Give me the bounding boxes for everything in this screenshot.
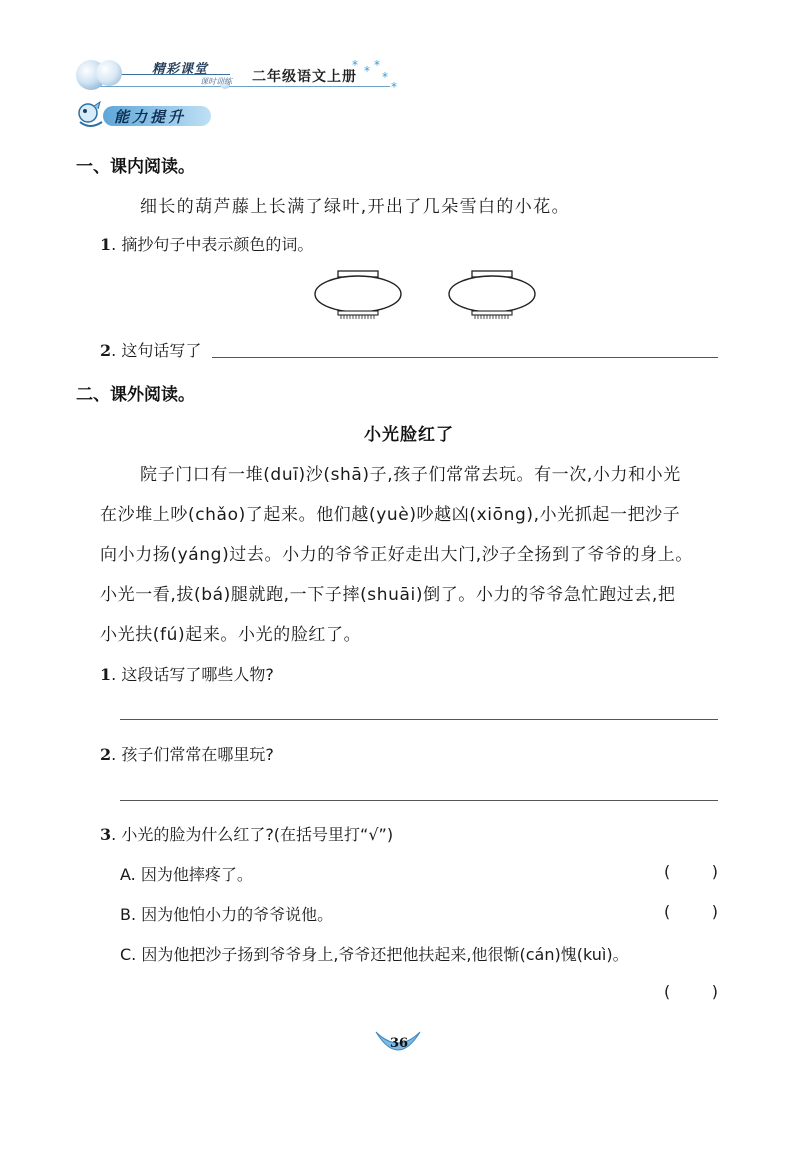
answer-bracket-b[interactable]: ( ) — [664, 902, 718, 921]
reading-sentence: 细长的葫芦藤上长满了绿叶,开出了几朵雪白的小花。 — [140, 197, 571, 217]
book-title: 二年级语文上册 — [252, 69, 357, 85]
answer-line[interactable] — [120, 800, 718, 801]
question-1 — [100, 232, 313, 255]
star-icon: * — [382, 70, 388, 84]
star-icon: * — [364, 64, 370, 78]
header-bubble-icon — [96, 60, 122, 86]
question-1 — [100, 662, 274, 685]
section-badge-label: 能力提升 — [114, 108, 187, 126]
brand-title: 精彩课堂 — [152, 62, 209, 77]
question-2 — [100, 338, 201, 361]
question-2 — [100, 742, 274, 765]
lantern-answer-box[interactable] — [312, 268, 404, 320]
answer-line[interactable] — [120, 719, 718, 720]
option-a: A. 因为他摔疼了。 — [120, 865, 253, 884]
brand-subtitle: 课时训练 — [200, 77, 232, 86]
question-number: 2 — [100, 341, 112, 360]
question-text: . 这段话写了哪些人物? — [111, 665, 274, 684]
star-icon: * — [352, 58, 358, 72]
option-c: C. 因为他把沙子扬到爷爷身上,爷爷还把他扶起来,他很惭(cán)愧(kuì)。 — [120, 945, 629, 964]
passage-line: 在沙堆上吵(chǎo)了起来。他们越(yuè)吵越凶(xiōng),小光抓起一把沙子 — [100, 505, 681, 525]
answer-bracket-c[interactable]: ( ) — [664, 982, 718, 1001]
answer-bracket-a[interactable]: ( ) — [664, 862, 718, 881]
question-text: . 孩子们常常在哪里玩? — [111, 745, 274, 764]
header-rule-bottom — [100, 86, 390, 87]
section-heading: 一、课内阅读。 — [76, 157, 195, 177]
question-text: . 小光的脸为什么红了?(在括号里打“√”) — [111, 825, 394, 844]
passage-line: 向小力扬(yáng)过去。小力的爷爷正好走出大门,沙子全扬到了爷爷的身上。 — [100, 545, 693, 565]
passage-line: 小光扶(fú)起来。小光的脸红了。 — [100, 625, 362, 645]
page-number: 36 — [390, 1036, 409, 1051]
question-3 — [100, 822, 393, 845]
passage-title: 小光脸红了 — [364, 425, 454, 445]
question-text: . 摘抄句子中表示颜色的词。 — [111, 235, 314, 254]
question-number: 1 — [100, 665, 112, 684]
section-heading: 二、课外阅读。 — [76, 385, 195, 405]
star-icon: * — [374, 58, 380, 72]
question-text: . 这句话写了 — [111, 341, 202, 360]
option-b: B. 因为他怕小力的爷爷说他。 — [120, 905, 334, 924]
answer-line[interactable] — [212, 357, 718, 358]
question-number: 2 — [100, 745, 112, 764]
lantern-answer-box[interactable] — [446, 268, 538, 320]
dragon-icon — [76, 100, 110, 130]
passage-line: 小光一看,拔(bá)腿就跑,一下子摔(shuāi)倒了。小力的爷爷急忙跑过去,把 — [100, 585, 676, 605]
passage-line: 院子门口有一堆(duī)沙(shā)子,孩子们常常去玩。有一次,小力和小光 — [140, 465, 681, 485]
star-icon: * — [391, 80, 397, 94]
question-number: 1 — [100, 235, 112, 254]
question-number: 3 — [100, 825, 112, 844]
